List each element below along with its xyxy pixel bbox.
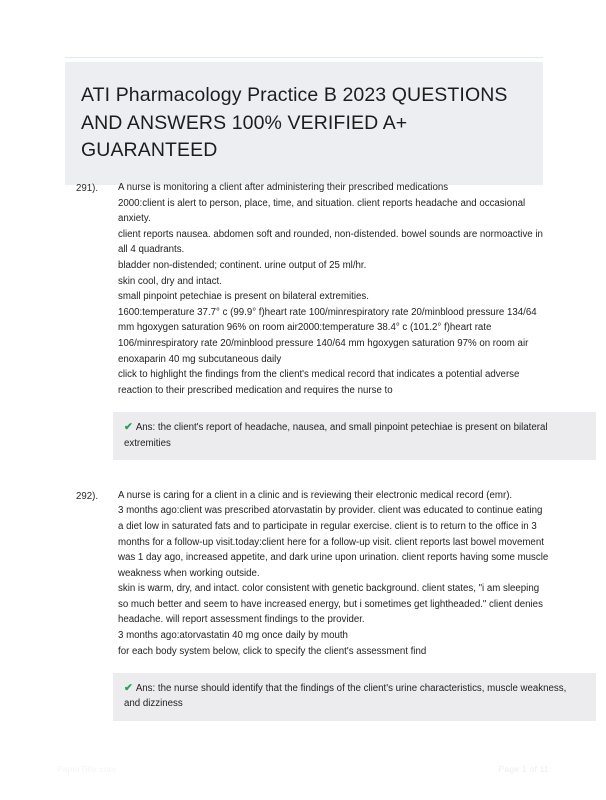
question-line: skin is warm, dry, and intact. color consistent with genetic background. client states, "i am sleeping so much better and seem to have increased energy, but i sometimes get lightheaded." client denies headache. will report assessment findings to the provider. [118, 583, 543, 626]
question-line: 2000:client is alert to person, place, time, and situation. client reports headache and occasional anxiety. [118, 197, 526, 225]
question-line: small pinpoint petechiae is present on bilateral extremities. [118, 291, 369, 303]
check-icon: ✔ [124, 682, 133, 695]
question-block [0, 488, 606, 721]
footer-page-number: Page 1 of 11 [498, 764, 549, 774]
question-row [76, 488, 550, 660]
footer-watermark: PaperTitle.com [57, 764, 116, 774]
question-text [118, 488, 550, 660]
question-number: 292). [76, 490, 99, 502]
question-line: client reports nausea. abdomen soft and rounded, non-distended. bowel sounds are normoactive in all 4 quadrants. [118, 228, 543, 256]
answer-text: Ans: the client's report of headache, nausea, and small pinpoint petechiae is present on bilateral extremities [124, 422, 548, 449]
question-line: A nurse is caring for a client in a clinic and is reviewing their electronic medical record (emr). [118, 489, 513, 501]
question-line: skin cool, dry and intact. [118, 275, 222, 287]
questions-container [0, 180, 606, 727]
question-line: 1600:temperature 37.7° c (99.9° f)heart rate 100/minrespiratory rate 20/minblood pressure 134/64 mm hgoxygen saturation 96% on room air2000:temperature 38.4° c (101.2° f)heart rate 106/minrespiratory rate 20/minblood pressure 140/64 mm hgoxygen saturation 97% on room air [118, 306, 537, 349]
question-line: bladder non-distended; continent. urine output of 25 ml/hr. [118, 259, 367, 271]
question-number: 291). [76, 183, 99, 194]
question-line: enoxaparin 40 mg subcutaneous daily [118, 353, 282, 365]
question-line: A nurse is monitoring a client after administering their prescribed medications [118, 182, 449, 193]
question-text [118, 180, 550, 398]
question-row [76, 180, 550, 398]
check-icon: ✔ [124, 421, 133, 434]
question-line: for each body system below, click to specify the client's assessment find [118, 645, 427, 657]
page-title: ATI Pharmacology Practice B 2023 QUESTIONS AND ANSWERS 100% VERIFIED A+ GUARANTEED [81, 84, 508, 162]
question-block [0, 180, 606, 460]
document-title-block [65, 62, 543, 185]
block-spacer [0, 466, 606, 488]
page-footer [0, 754, 606, 800]
answer-text: Ans: the nurse should identify that the findings of the client's urine characteristics, muscle weakness, and dizziness [124, 683, 567, 710]
question-line: 3 months ago:atorvastatin 40 mg once daily by mouth [118, 630, 348, 642]
header-divider [65, 57, 543, 58]
answer-box [113, 412, 596, 459]
question-line: click to highlight the findings from the client's medical record that indicates a potential adverse reaction to their prescribed medication and requires the nurse to [118, 369, 520, 396]
answer-box [113, 673, 596, 720]
question-line: 3 months ago:client was prescribed atorvastatin by provider. client was educated to continue eating a diet low in saturated fats and to participate in regular exercise. client is to return to the office in 3 months for a follow-up visit.today:client here for a follow-up visit. client reports last bowel movement was 1 day ago, increased appetite, and dark urine upon urination. client reports having some muscle weakness when working outside. [118, 505, 549, 579]
